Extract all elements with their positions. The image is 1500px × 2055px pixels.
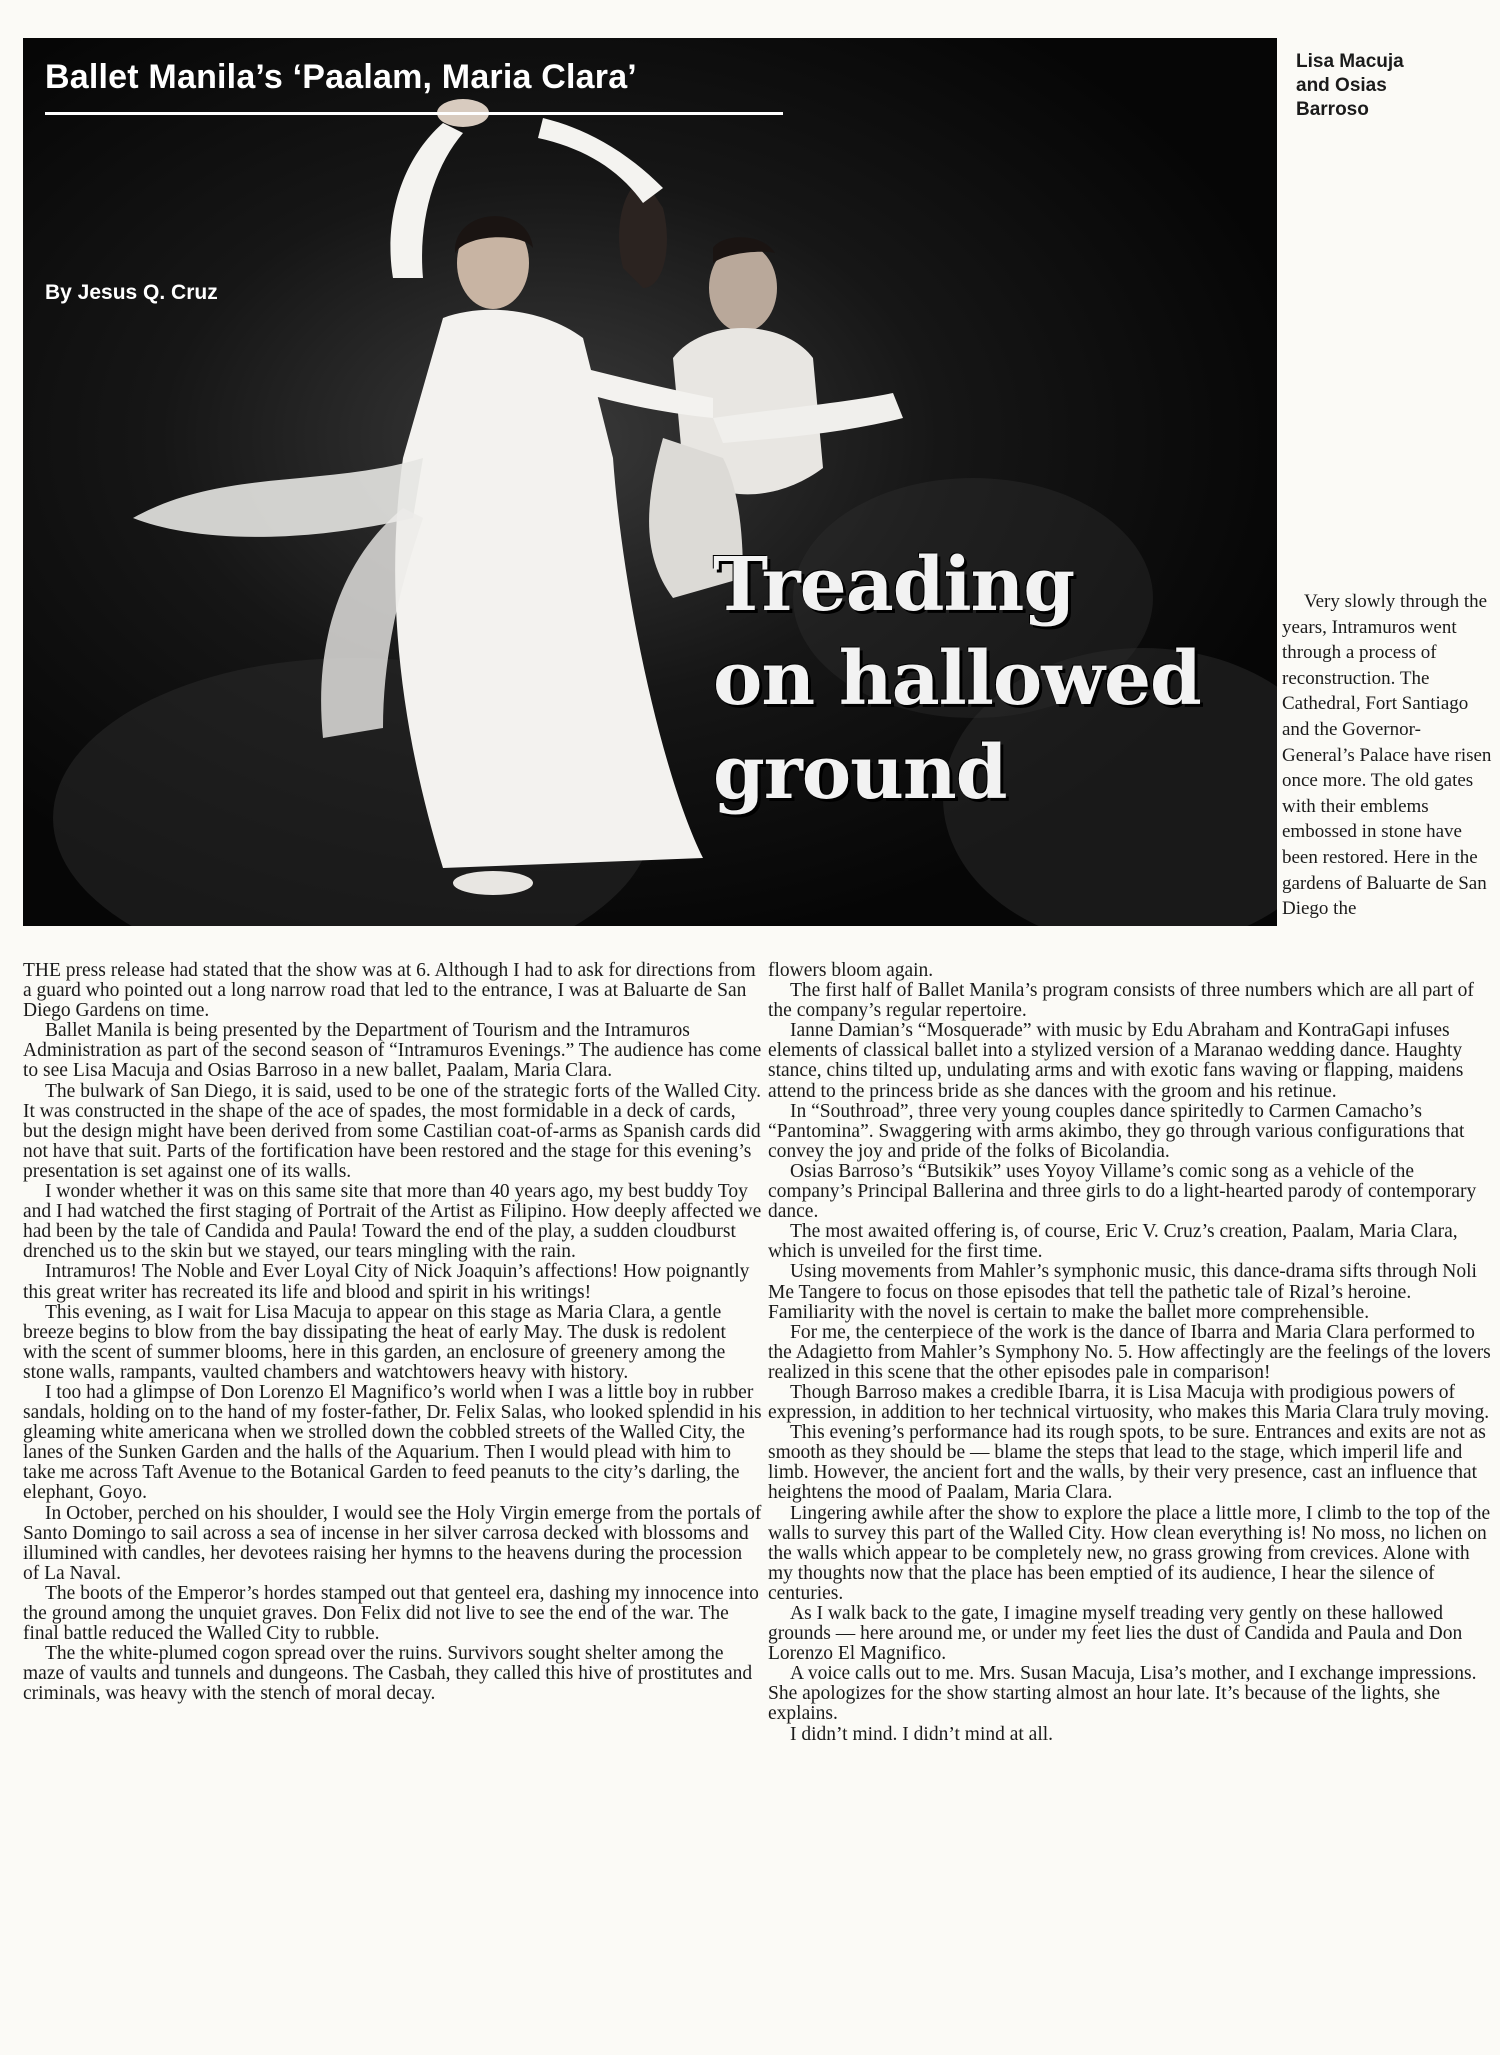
headline	[713, 538, 1273, 820]
paragraph: The boots of the Emperor’s hordes stamped out that genteel era, dashing my innocence into the ground among the unquiet graves. Don Felix did not live to see the end of the war. The final battle reduced the Walled City to rubble.	[23, 1582, 759, 1645]
paragraph: For me, the centerpiece of the work is the dance of Ibarra and Maria Clara performed to the Adagietto from Mahler’s Symphony No. 5. How affectingly are the feelings of the lovers realized in this scene that the other episodes pale in comparison!	[768, 1321, 1491, 1383]
paragraph: THE press release had stated that the show was at 6. Although I had to ask for directions from a guard who pointed out a long narrow road that led to the entrance, I was at Baluarte de San Diego Gardens on time.	[23, 960, 756, 1022]
paragraph: I too had a glimpse of Don Lorenzo El Magnifico’s world when I was a little boy in rubber sandals, holding on to the hand of my foster-father, Dr. Felix Salas, who looked splendid in his gleaming white americana when we strolled down the cobbled streets of the Walled City, the lanes of the Sunken Garden and the halls of the Aquarium. Then I would plead with him to take me across Taft Avenue to the Botanical Garden to feed peanuts to the city’s darling, the elephant, Goyo.	[23, 1381, 762, 1504]
headline-line: Treading	[713, 542, 1075, 628]
paragraph: I didn’t mind. I didn’t mind at all.	[790, 1723, 1054, 1745]
paragraph: Using movements from Mahler’s symphonic music, this dance-drama sifts through Noli Me Tangere to focus on those episodes that tell the pathetic tale of Rizal’s heroine. Familiarity with the novel is certain to make the ballet more comprehensible.	[768, 1261, 1477, 1323]
intro-column	[1282, 589, 1492, 922]
photo-caption	[1296, 50, 1486, 122]
caption-line: Lisa Macuja	[1296, 51, 1404, 72]
dancers-photo	[23, 38, 1277, 926]
paragraph: In October, perched on his shoulder, I would see the Holy Virgin emerge from the portals of Santo Domingo to sail across a sea of incense in her silver carrosa decked with blossoms and illumined with candles, her devotees raising her hymns to the heavens during the procession of La Naval.	[23, 1502, 762, 1584]
headline-line: ground	[713, 730, 1007, 816]
paragraph: I wonder whether it was on this same site that more than 40 years ago, my best buddy Toy and I had watched the first staging of Portrait of the Artist as Filipino. How deeply affected we had been by the tale of Candida and Paula! Toward the end of the play, a sudden cloudburst drenched us to the skin but we stayed, our tears mingling with the rain.	[23, 1181, 762, 1263]
paragraph: This evening’s performance had its rough spots, to be sure. Entrances and exits are not as smooth as they should be — blame the steps that lead to the stage, which imperil life and limb. However, the ancient fort and the walls, by their very presence, cast an influence that heightens the mood of Paalam, Maria Clara.	[768, 1422, 1486, 1504]
paragraph-continuation: flowers bloom again.	[768, 960, 934, 981]
paragraph: In “Southroad”, three very young couples dance spiritedly to Carmen Camacho’s “Pantomina”. Swaggering with arms akimbo, they go through various configurations that convey the joy and pride of the folks of Bicolandia.	[768, 1100, 1465, 1162]
article-column-right	[768, 961, 1493, 1745]
caption-line: Barroso	[1296, 99, 1369, 120]
paragraph: A voice calls out to me. Mrs. Susan Macuja, Lisa’s mother, and I exchange impressions. She apologizes for the show starting almost an hour late. It’s because of the lights, she explains.	[768, 1663, 1477, 1725]
paragraph: Though Barroso makes a credible Ibarra, it is Lisa Macuja with prodigious powers of expression, in addition to her technical virtuosity, who makes this Maria Clara truly moving.	[768, 1381, 1490, 1424]
intro-paragraph: Very slowly through the years, Intramuros went through a process of reconstruction. The Cathedral, Fort Santiago and the Governor-General’s Palace have risen once more. The old gates with their emblems embossed in stone have been restored. Here in the gardens of Baluarte de San Diego the	[1282, 591, 1492, 920]
byline: By Jesus Q. Cruz	[45, 281, 218, 304]
article-column-left	[23, 961, 763, 1704]
paragraph: The the white-plumed cogon spread over the ruins. Survivors sought shelter among the maze of vaults and tunnels and dungeons. The Casbah, they called this hive of prostitutes and criminals, was heavy with the stench of moral decay.	[23, 1643, 753, 1705]
paragraph: This evening, as I wait for Lisa Macuja to appear on this stage as Maria Clara, a gentle breeze begins to blow from the bay dissipating the heat of early May. The dusk is redolent with the scent of summer blooms, here in this garden, an enclosure of greenery among the stone walls, rampants, vaulted chambers and watchtowers heavy with history.	[23, 1301, 726, 1383]
paragraph: Ballet Manila is being presented by the Department of Tourism and the Intramuros Administration as part of the second season of “Intramuros Evenings.” The audience has come to see Lisa Macuja and Osias Barroso in a new ballet, Paalam, Maria Clara.	[23, 1020, 762, 1082]
paragraph: The most awaited offering is, of course, Eric V. Cruz’s creation, Paalam, Maria Clara, which is unveiled for the first time.	[768, 1221, 1458, 1263]
paragraph: As I walk back to the gate, I imagine myself treading very gently on these hallowed grounds — here around me, or under my feet lies the dust of Candida and Paula and Don Lorenzo El Magnifico.	[768, 1603, 1463, 1665]
paragraph: Lingering awhile after the show to explore the place a little more, I climb to the top of the walls to survey this part of the Walled City. How clean everything is! No moss, no lichen on the walls which appear to be completely new, no grass growing from crevices. Alone with my thoughts now that the place has been emptied of its audience, I hear the silence of centuries.	[768, 1502, 1491, 1604]
paragraph: Ianne Damian’s “Mosquerade” with music by Edu Abraham and KontraGapi infuses elements of classical ballet into a stylized version of a Maranao wedding dance. Haughty stance, chins tilted up, undulating arms and with exotic fans waving or flapping, maidens attend to the princess bride as she dances with the groom and his retinue.	[768, 1020, 1464, 1102]
paragraph: Osias Barroso’s “Butsikik” uses Yoyoy Villame’s comic song as a vehicle of the company’s Principal Ballerina and three girls to do a light-hearted parody of contemporary dance.	[768, 1160, 1477, 1223]
caption-line: and Osias	[1296, 75, 1387, 96]
photo-kicker: Ballet Manila’s ‘Paalam, Maria Clara’	[45, 58, 637, 96]
paragraph: Intramuros! The Noble and Ever Loyal City of Nick Joaquin’s affections! How poignantly this great writer has recreated its life and blood and spirit in his writings!	[23, 1261, 750, 1303]
headline-line: on hallowed	[713, 636, 1201, 722]
paragraph: The bulwark of San Diego, it is said, used to be one of the strategic forts of the Walled City. It was constructed in the shape of the ace of spades, the most formidable in a deck of cards, but the design might have been derived from some Castilian coat-of-arms as Spanish cards did not have that suit. Parts of the fortification have been restored and the stage for this evening’s presentation is set against one of its walls.	[23, 1080, 761, 1182]
kicker-underline	[45, 112, 783, 115]
paragraph: The first half of Ballet Manila’s program consists of three numbers which are all part of the company’s regular repertoire.	[768, 980, 1474, 1022]
